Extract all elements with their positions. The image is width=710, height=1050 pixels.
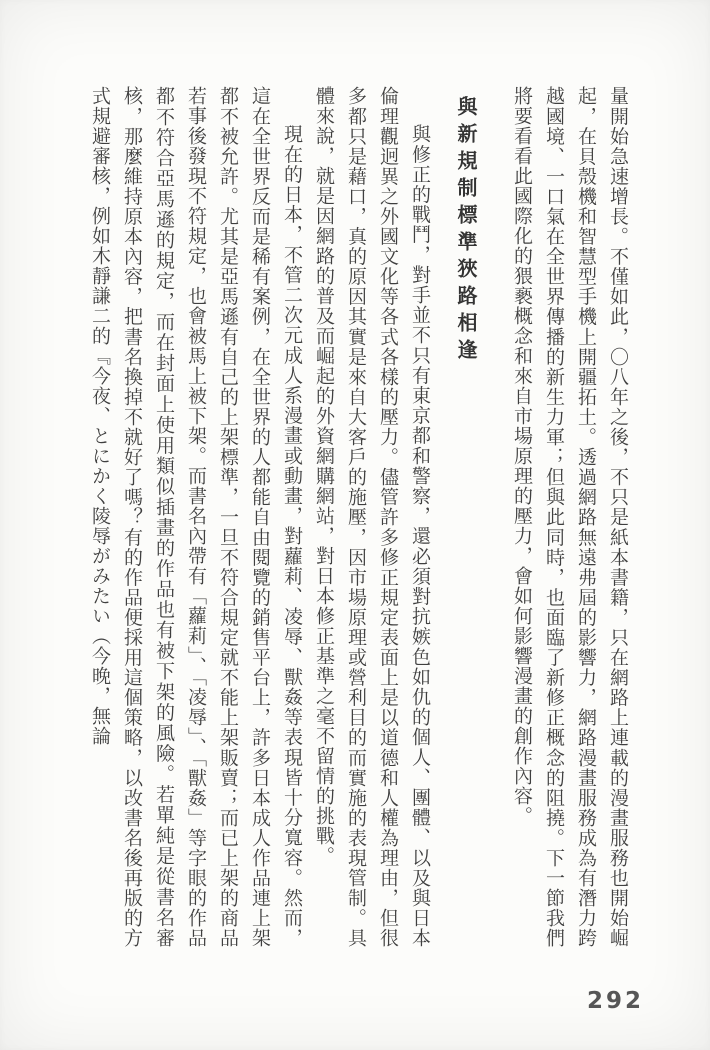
text-area <box>84 86 634 948</box>
paragraph: 與修正的戰鬥，對手並不只有東京都和警察，還必須對抗嫉色如仇的個人、團體、以及與日本倫理觀迥異之外國文化等各式各樣的壓力。儘管許多修正規定表面上是以道德和人權為理由，但很多都只是藉口，真的原因其實是來自大客戶的施壓，因市場原理或營利目的而實施的表現管制。具體來說，就是因網路的普及而崛起的外資網購網站，對日本修正基準之毫不留情的挑戰。 <box>313 86 431 948</box>
paragraph-continuation: 量開始急速增長。不僅如此，〇八年之後，不只是紙本書籍，只在網路上連載的漫畫服務也開始崛起，在貝殼機和智慧型手機上開疆拓土。透過網路無遠弗屆的影響力，網路漫畫服務成為有潛力跨越國境、一口氣在全世界傳播的新生力軍；但與此同時，也面臨了新修正概念的阻撓。下一節我們將要看看此國際化的猥褻概念和來自市場原理的壓力，會如何影響漫畫的創作內容。 <box>511 86 629 948</box>
section-heading: 與新規制標準狹路相逢 <box>454 96 478 366</box>
paragraph: 現在的日本，不管二次元成人系漫畫或動畫，對蘿莉、凌辱、獸姦等表現皆十分寬容。然而，這在全世界反而是稀有案例，在全世界的人都能自由閱覽的銷售平台上，許多日本成人作品連上架都不被允許。尤其是亞馬遜有自己的上架標準，一旦不符合規定就不能上架販賣；而已上架的商品若事後發現不符規定，也會被馬上被下架。而書名內帶有「蘿莉」、「凌辱」、「獸姦」等字眼的作品都不符合亞馬遜的規定，而在封面上使用類似插畫的作品也有被下架的風險。若單純是從書名審核，那麼維持原本內容，把書名換掉不就好了嗎？有的作品便採用這個策略，以改書名後再版的方式規避審核，例如木靜謙二的『今夜、とにかく陵辱がみたい（今晚，無論 <box>89 86 303 948</box>
page-number: 292 <box>586 988 644 1014</box>
